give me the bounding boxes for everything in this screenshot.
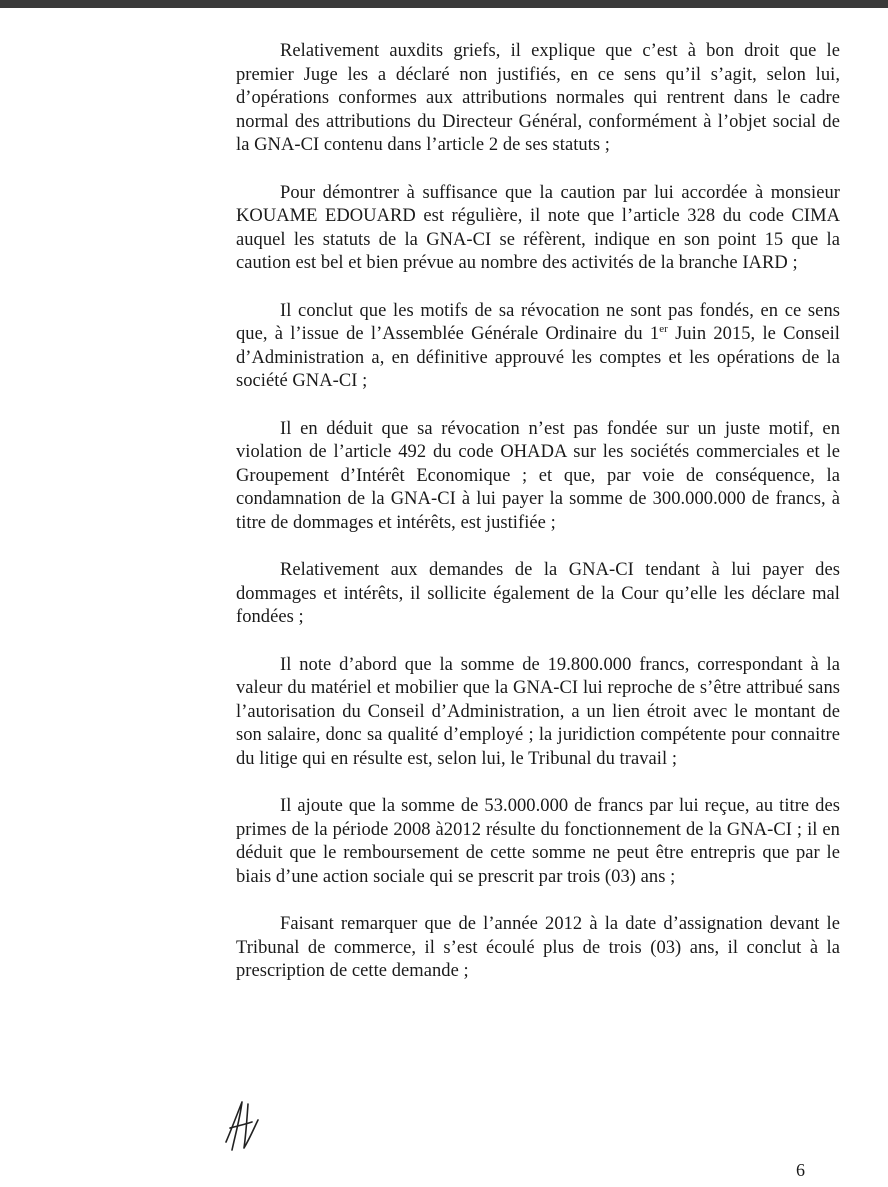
paragraph-revocation-text-end: Juin 2015, le Conseil d’Administration a, en définitive approuvé les comptes et les opérations de la société GNA-CI ; xyxy=(236,324,840,391)
paragraph-materiel: Il note d’abord que la somme de 19.800.000 francs, correspondant à la valeur du matériel et mobilier que la GNA-CI lui reproche de s’être attribué sans l’autorisation du Conseil d’Administration, a un lien étroit avec le montant de son salaire, donc sa qualité d’employé ; la juridiction compétente pour connaitre du litige qui en résulte est, selon lui, le Tribunal du travail ; xyxy=(236,654,840,769)
paragraph-caution: Pour démontrer à suffisance que la caution par lui accordée à monsieur KOUAME EDOUARD est régulière, il note que l’article 328 du code CIMA auquel les statuts de la GNA-CI se réfèrent, indique en son point 15 que la caution est bel et bien prévue au nombre des activités de la branche IARD ; xyxy=(236,182,840,273)
paragraph-primes: Il ajoute que la somme de 53.000.000 de francs par lui reçue, au titre des primes de la période 2008 à2012 résulte du fonctionnement de la GNA-CI ; il en déduit que le remboursement de cette somme ne peut être entrepris que par le biais d’une action sociale qui se prescrit par trois (03) ans ; xyxy=(236,796,840,887)
paragraph-griefs: Relativement auxdits griefs, il explique que c’est à bon droit que le premier Juge les a déclaré non justifiés, en ce sens qu’il s’agit, selon lui, d’opérations conformes aux attributions normales qui rentrent dans le cadre normal des attributions du Directeur Général, conformément à l’objet social de la GNA-CI contenu dans l’article 2 de ses statuts ; xyxy=(236,41,840,155)
document-body xyxy=(236,40,840,1008)
paragraph-juste-motif: Il en déduit que sa révocation n’est pas fondée sur un juste motif, en violation de l’article 492 du code OHADA sur les sociétés commerciales et le Groupement d’Intérêt Economique ; et que, par voie de conséquence, la condamnation de la GNA-CI à lui payer la somme de 300.000.000 de francs, à titre de dommages et intérêts, est justifiée ; xyxy=(236,418,840,533)
paragraph-revocation-text-start: Il conclut que les motifs de sa révocation ne sont pas fondés, en ce sens que, à l’issue de l’Assemblée Générale Ordinaire du 1 xyxy=(236,300,840,344)
handwritten-initials-icon xyxy=(222,1098,262,1154)
paragraph-revocation xyxy=(236,300,840,394)
page-number: 6 xyxy=(796,1160,805,1180)
paragraph-demandes: Relativement aux demandes de la GNA-CI tendant à lui payer des dommages et intérêts, il sollicite également de la Cour qu’elle les déclare mal fondées ; xyxy=(236,560,840,627)
ordinal-superscript: er xyxy=(659,322,668,335)
top-border xyxy=(0,0,888,8)
paragraph-prescription: Faisant remarquer que de l’année 2012 à la date d’assignation devant le Tribunal de commerce, il s’est écoulé plus de trois (03) ans, il conclut à la prescription de cette demande ; xyxy=(236,914,840,981)
